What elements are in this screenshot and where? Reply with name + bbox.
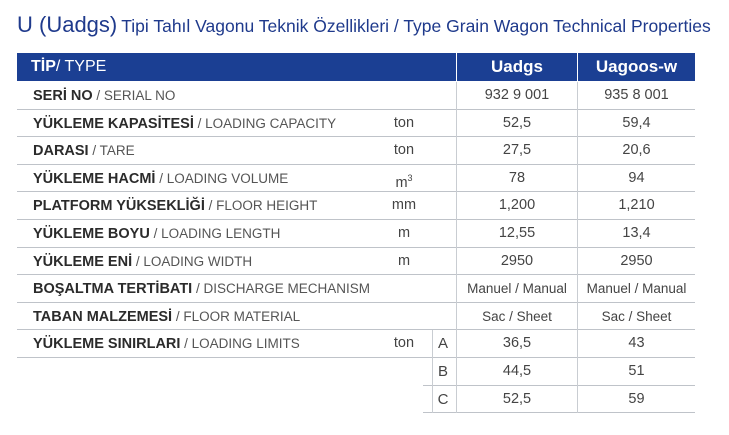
spec-value-uadgs: 2950 — [500, 252, 534, 269]
spec-value-uadgs: 27,5 — [502, 142, 532, 159]
limit-value-uagoos: 51 — [628, 363, 645, 379]
spec-unit — [384, 220, 424, 247]
limit-label-tr: YÜKLEME SINIRLARI — [33, 336, 181, 353]
spec-label-tr: DARASI — [33, 143, 89, 160]
limit-value-uagoos: 43 — [628, 335, 645, 352]
spec-label-en: / FLOOR HEIGHT — [204, 198, 318, 214]
limit-value-uadgs: 52,5 — [502, 390, 532, 407]
limit-level: A — [437, 335, 448, 353]
spec-row — [17, 110, 695, 137]
spec-row — [17, 192, 695, 219]
spec-label-tr: YÜKLEME ENİ — [33, 253, 133, 270]
title-code: U (Uadgs) — [17, 12, 118, 37]
header-type-cell — [17, 53, 456, 81]
limit-row — [17, 358, 695, 385]
spec-unit-text: m — [397, 252, 411, 269]
spec-unit-text: m — [395, 174, 408, 191]
spec-label — [33, 165, 288, 193]
spec-row — [17, 137, 695, 164]
row-divider — [423, 412, 695, 413]
spec-value-uagoos: Sac / Sheet — [601, 308, 672, 324]
spec-label-en: / LOADING VOLUME — [155, 170, 289, 186]
spec-value-uagoos: Manuel / Manual — [586, 281, 687, 297]
column-divider — [432, 330, 433, 413]
column-divider — [456, 82, 457, 413]
spec-unit-text: m — [397, 225, 411, 241]
spec-value-uadgs: 12,55 — [498, 225, 536, 241]
spec-value-uagoos: 13,4 — [622, 225, 651, 241]
header-type-tr: TİP — [31, 58, 56, 75]
header-col-uagoos: Uagoos-w — [578, 53, 695, 81]
spec-value-uadgs: Manuel / Manual — [467, 281, 567, 297]
column-divider — [577, 82, 578, 413]
spec-label-en: / TARE — [88, 143, 135, 159]
spec-label — [33, 82, 175, 110]
spec-value-uagoos: 935 8 001 — [604, 87, 669, 103]
spec-label-tr: YÜKLEME KAPASİTESİ — [33, 115, 194, 132]
spec-value-uagoos: 2950 — [620, 252, 653, 269]
spec-row — [17, 248, 695, 275]
spec-value-uagoos: 20,6 — [622, 142, 651, 159]
spec-row — [17, 165, 695, 192]
limit-value-uadgs: 44,5 — [502, 363, 532, 379]
limit-label-en: / LOADING LIMITS — [180, 336, 300, 352]
spec-label — [33, 275, 370, 303]
spec-label-tr: YÜKLEME BOYU — [33, 226, 150, 242]
spec-value-uadgs: 1,200 — [498, 197, 536, 214]
spec-label-tr: PLATFORM YÜKSEKLİĞİ — [33, 198, 205, 215]
spec-unit — [384, 137, 424, 164]
spec-label-tr: YÜKLEME HACMİ — [33, 170, 156, 187]
spec-unit-sup: 3 — [407, 172, 413, 183]
spec-label-tr: SERİ NO — [33, 88, 93, 104]
spec-label-tr: BOŞALTMA TERTİBATI — [33, 281, 193, 298]
spec-unit-text: mm — [391, 197, 417, 214]
spec-value-uadgs: 932 9 001 — [484, 87, 550, 103]
spec-label — [33, 248, 252, 276]
spec-label-en: / FLOOR MATERIAL — [172, 308, 301, 324]
header-col-uadgs: Uadgs — [457, 53, 577, 81]
header-type-en: / TYPE — [55, 58, 107, 75]
spec-unit-text: ton — [393, 114, 415, 131]
spec-value-uagoos: 94 — [628, 169, 645, 186]
limit-row — [17, 330, 695, 357]
limit-row — [17, 386, 695, 413]
spec-unit — [384, 110, 424, 137]
page-title — [17, 12, 711, 38]
spec-label-tr: TABAN MALZEMESİ — [33, 308, 173, 325]
limit-level: B — [437, 363, 448, 380]
limit-value-uadgs: 36,5 — [502, 335, 532, 352]
limit-level: C — [437, 390, 449, 408]
spec-value-uadgs: 52,5 — [502, 114, 532, 131]
title-subtitle: Tipi Tahıl Vagonu Teknik Özellikleri / Type Grain Wagon Technical Properties — [121, 16, 711, 36]
spec-label — [33, 220, 280, 248]
spec-label-en: / LOADING CAPACITY — [193, 115, 337, 131]
spec-label — [33, 110, 336, 138]
spec-unit — [384, 248, 424, 275]
spec-row — [17, 303, 695, 330]
limit-unit: ton — [393, 335, 415, 352]
spec-unit — [384, 192, 424, 219]
spec-value-uadgs: Sac / Sheet — [482, 308, 552, 324]
spec-unit-text: ton — [393, 142, 415, 159]
spec-value-uagoos: 59,4 — [622, 114, 651, 131]
spec-value-uagoos: 1,210 — [618, 197, 655, 214]
spec-label — [33, 137, 135, 165]
spec-row — [17, 275, 695, 302]
spec-label-en: / DISCHARGE MECHANISM — [192, 281, 370, 297]
limit-label — [33, 330, 300, 358]
spec-label — [33, 303, 300, 331]
limit-value-uagoos: 59 — [628, 390, 645, 407]
spec-value-uadgs: 78 — [508, 169, 526, 186]
spec-label-en: / SERIAL NO — [92, 88, 176, 103]
spec-row — [17, 220, 695, 247]
spec-row — [17, 82, 695, 109]
spec-label-en: / LOADING WIDTH — [132, 253, 253, 269]
spec-label-en: / LOADING LENGTH — [149, 226, 281, 241]
spec-label — [33, 192, 317, 220]
